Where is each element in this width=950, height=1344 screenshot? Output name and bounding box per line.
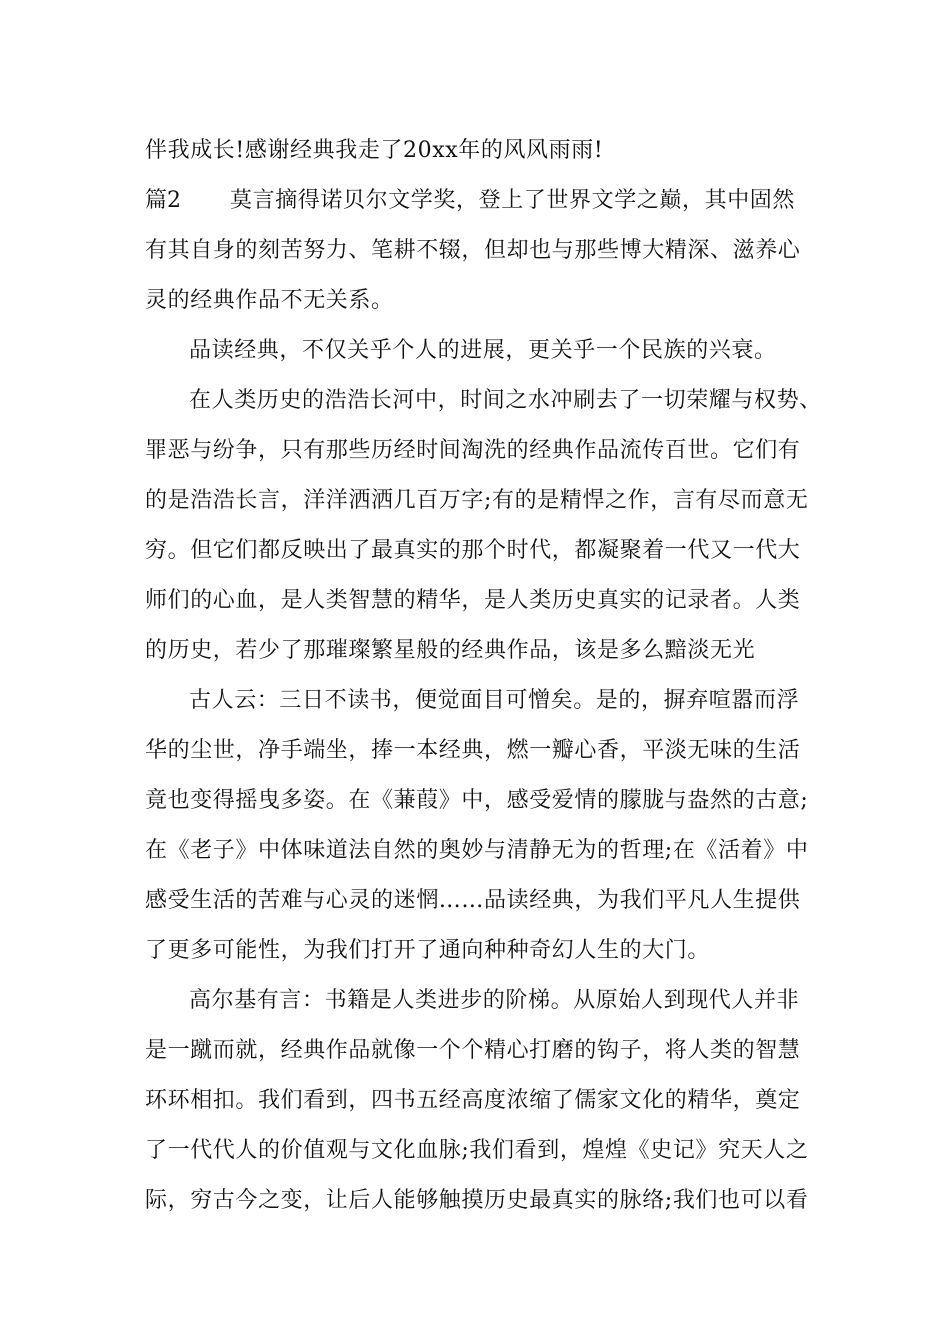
text-line: 感受生活的苦难与心灵的迷惘……品读经典，为我们平凡人生提供: [145, 888, 801, 913]
text-line: 伴我成长!感谢经典我走了20xx年的风风雨雨!: [145, 138, 604, 163]
text-line: 古人云：三日不读书，便觉面目可憎矣。是的，摒弃喧嚣而浮: [189, 688, 800, 713]
text-line: 了一代代人的价值观与文化血脉;我们看到，煌煌《史记》究天人之: [145, 1138, 809, 1163]
text-line: 际，穷古今之变，让后人能够触摸历史最真实的脉络;我们也可以看: [145, 1188, 809, 1213]
section-label: 篇2: [145, 188, 181, 213]
text-line: 的历史，若少了那璀璨繁星般的经典作品，该是多么黯淡无光: [145, 638, 756, 663]
text-line: 罪恶与纷争，只有那些历经时间淘洗的经典作品流传百世。它们有: [145, 438, 801, 463]
text-line: 了更多可能性，为我们打开了通向种种奇幻人生的大门。: [145, 938, 711, 963]
text-line: 是一蹴而就，经典作品就像一个个精心打磨的钩子，将人类的智慧: [145, 1038, 801, 1063]
text-line: 灵的经典作品不无关系。: [145, 288, 394, 313]
text-line: 环环相扣。我们看到，四书五经高度浓缩了儒家文化的精华，奠定: [145, 1088, 801, 1113]
text-line: 穷。但它们都反映出了最真实的那个时代，都凝聚着一代又一代大: [145, 538, 801, 563]
text-line: 莫言摘得诺贝尔文学奖，登上了世界文学之巅，其中固然: [230, 188, 796, 213]
text-line: 竟也变得摇曳多姿。在《蒹葭》中，感受爱情的朦胧与盎然的古意;: [145, 788, 809, 813]
text-line: 的是浩浩长言，洋洋洒洒几百万字;有的是精悍之作，言有尽而意无: [145, 488, 809, 513]
text-line: 在《老子》中体味道法自然的奥妙与清静无为的哲理;在《活着》中: [145, 838, 809, 863]
text-line: 高尔基有言：书籍是人类进步的阶梯。从原始人到现代人并非: [189, 988, 800, 1013]
text-line: 师们的心血，是人类智慧的精华，是人类历史真实的记录者。人类: [145, 588, 801, 613]
text-line: 品读经典，不仅关乎个人的进展，更关乎一个民族的兴衰。: [189, 338, 777, 363]
text-line: 华的尘世，净手端坐，捧一本经典，燃一瓣心香，平淡无味的生活: [145, 738, 801, 763]
text-line: 有其自身的刻苦努力、笔耕不辍，但却也与那些博大精深、滋养心: [145, 238, 801, 263]
text-line: 在人类历史的浩浩长河中，时间之水冲刷去了一切荣耀与权势、: [189, 388, 822, 413]
